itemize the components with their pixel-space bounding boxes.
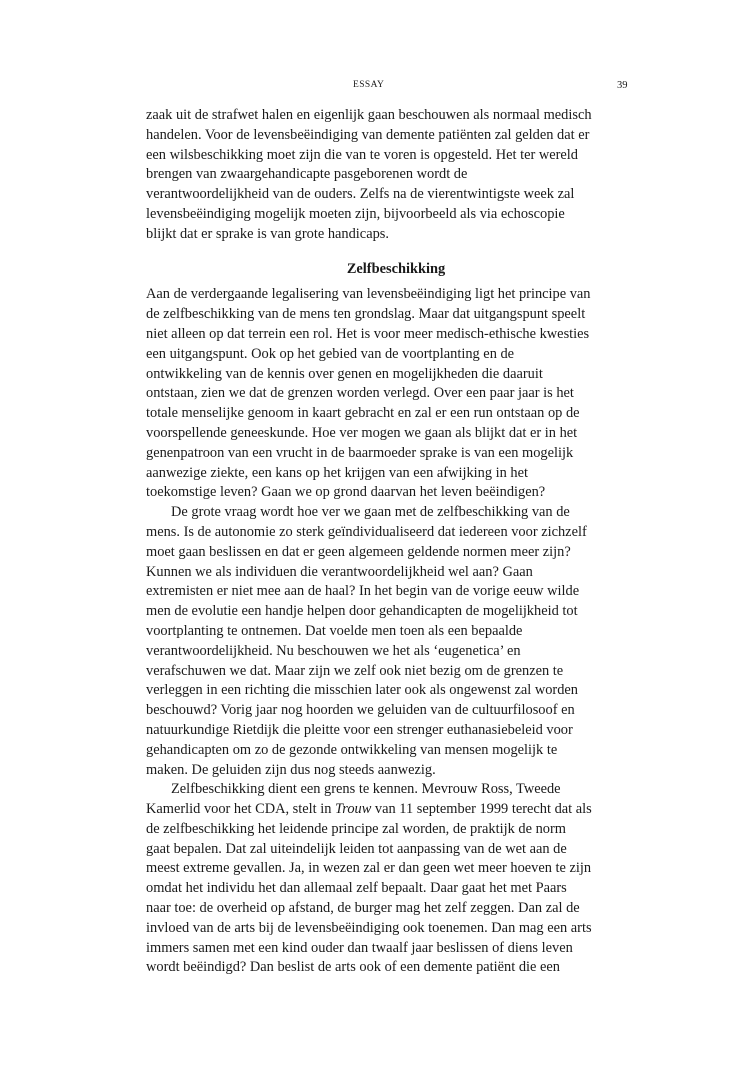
- text-line: zaak uit de strafwet halen en eigenlijk gaan beschouwen als normaal medisch: [146, 107, 592, 123]
- text-line: moet gaan beslissen en dat er geen algemeen geldende normen meer zijn?: [146, 543, 571, 560]
- text-line: naar toe: de overheid op afstand, de burger mag het zelf zeggen. Dan zal de: [146, 900, 580, 917]
- text-line: beschouwd? Vorig jaar nog hoorden we geluiden van de cultuurfilosoof en: [146, 702, 575, 719]
- text-fragment: Kamerlid voor het CDA, stelt in: [146, 801, 336, 818]
- text-line: de zelfbeschikking het leidende principe zal worden, de praktijk de norm: [146, 820, 566, 837]
- text-line: Zelfbeschikking dient een grens te kennen. Mevrouw Ross, Tweede: [171, 781, 561, 798]
- text-fragment: van 11 september 1999 terecht dat als: [371, 801, 592, 818]
- text-line: levensbeëindiging mogelijk moeten zijn, bijvoorbeeld als via echoscopie: [146, 205, 565, 222]
- paragraph-4: [146, 780, 646, 978]
- running-header-title: ESSAY: [353, 80, 385, 90]
- text-line: Aan de verdergaande legalisering van levensbeëindiging ligt het principe van: [146, 286, 591, 303]
- text-line: maken. De geluiden zijn dus nog steeds aanwezig.: [146, 761, 436, 778]
- text-line: gehandicapten om zo de gezonde ontwikkeling van mensen mogelijk te: [146, 741, 558, 758]
- text-line: wordt beëindigd? Dan beslist de arts ook of een demente patiënt die een: [146, 959, 560, 976]
- text-line: [146, 800, 646, 820]
- text-line: voortplanting te ontnemen. Dat voelde men toen als een bepaalde: [146, 622, 523, 639]
- page-number: 39: [617, 80, 628, 91]
- text-line: invloed van de arts bij de levensbeëindiging ook toenemen. Dan mag een arts: [146, 919, 592, 936]
- paragraph-3: [146, 503, 646, 780]
- paragraph-2: [146, 285, 646, 503]
- text-line: verantwoordelijkheid. Nu beschouwen we het als ‘eugenetica’ en: [146, 642, 521, 659]
- text-line: aanwezige ziekte, een kans op het krijgen van een afwijking in het: [146, 464, 528, 481]
- text-line: handelen. Voor de levensbeëindiging van demente patiënten zal gelden dat er: [146, 126, 590, 143]
- text-line: gaat bepalen. Dat zal uiteindelijk leiden tot aanpassing van de wet aan de: [146, 840, 567, 857]
- text-line: omdat het individu het dan allemaal zelf bepaalt. Daar gaat het met Paars: [146, 880, 567, 897]
- newspaper-title: Trouw: [335, 801, 372, 818]
- text-line: de zelfbeschikking van de mens ten grondslag. Maar dat uitgangspunt speelt: [146, 306, 586, 323]
- text-line: verantwoordelijkheid van de ouders. Zelfs na de vierentwintigste week zal: [146, 186, 575, 203]
- text-line: genenpatroon van een vrucht in de baarmoeder sprake is van een mogelijk: [146, 444, 574, 461]
- text-line: verafschuwen we dat. Maar zijn we zelf ook niet bezig om de grenzen te: [146, 662, 564, 679]
- text-line: een uitgangspunt. Ook op het gebied van de voortplanting en de: [146, 345, 515, 362]
- text-line: een wilsbeschikking moet zijn die van te voren is opgesteld. Het ter wereld: [146, 146, 578, 163]
- text-line: totale menselijke genoom in kaart gebracht en zal er een run ontstaan op de: [146, 405, 580, 422]
- text-line: meest extreme gevallen. Ja, in wezen zal er dan geen wet meer hoeven te zijn: [146, 860, 592, 877]
- text-line: extremisten er niet mee aan de haal? In het begin van de vorige eeuw wilde: [146, 583, 580, 600]
- text-line: men de evolutie een handje helpen door gehandicapten de mogelijkheid tot: [146, 603, 578, 620]
- text-line: De grote vraag wordt hoe ver we gaan met de zelfbeschikking van de: [171, 504, 570, 521]
- text-line: toekomstige leven? Gaan we op grond daarvan het leven beëindigen?: [146, 484, 546, 501]
- text-line: ontstaan, zien we dat de grenzen worden verlegd. Over een paar jaar is het: [146, 385, 574, 402]
- text-line: blijkt dat er sprake is van grote handicaps.: [146, 225, 389, 242]
- text-line: mens. Is de autonomie zo sterk geïndividualiseerd dat iedereen voor zichzelf: [146, 523, 587, 540]
- text-line: brengen van zwaargehandicapte pasgeborenen wordt de: [146, 166, 468, 183]
- body-text: [146, 106, 646, 978]
- paragraph-1: [146, 106, 646, 245]
- text-line: Kunnen we als individuen die verantwoordelijkheid wel aan? Gaan: [146, 563, 533, 580]
- text-line: verleggen in een richting die misschien later ook als ongewenst zal worden: [146, 682, 578, 699]
- text-line: natuurkundige Rietdijk die pleitte voor een strenger euthanasiebeleid voor: [146, 721, 573, 738]
- text-line: immers samen met een kind ouder dan twaalf jaar beslissen of diens leven: [146, 939, 573, 956]
- text-line: niet alleen op dat terrein een rol. Het is voor meer medisch-ethische kwesties: [146, 325, 590, 342]
- text-line: voorspellende geneeskunde. Hoe ver mogen we gaan als blijkt dat er in het: [146, 424, 578, 441]
- section-heading: Zelfbeschikking: [346, 260, 446, 277]
- text-line: ontwikkeling van de kennis over genen en mogelijkheden die daaruit: [146, 365, 543, 382]
